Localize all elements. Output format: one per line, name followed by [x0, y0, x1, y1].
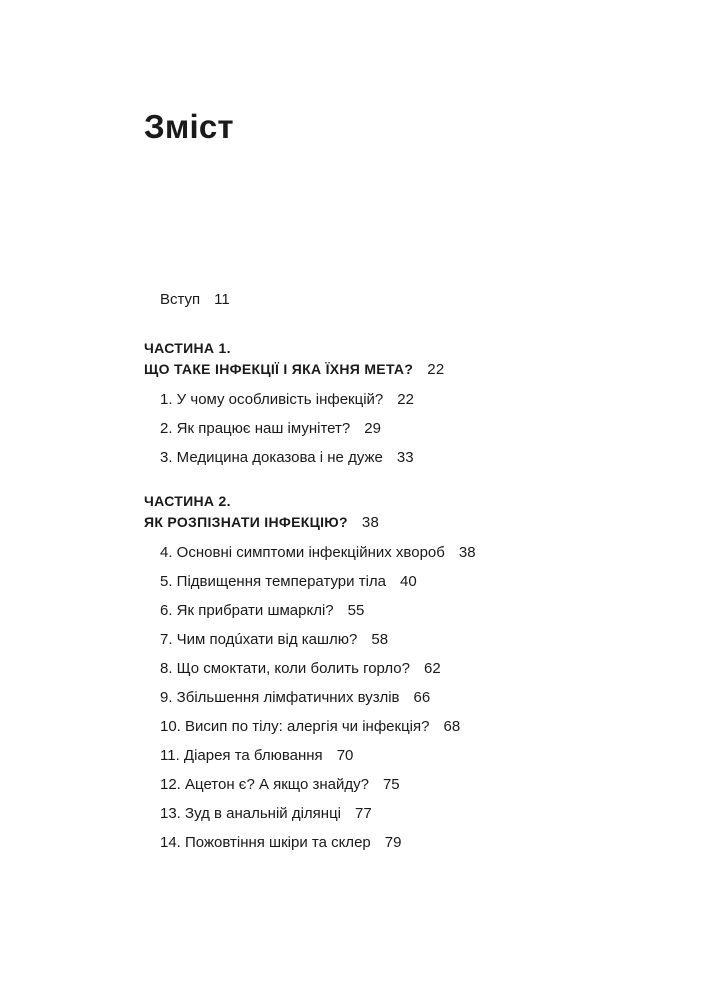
chapter-label: 14. Пожовтіння шкіри та склер: [160, 834, 371, 851]
toc-page-number: 68: [443, 718, 461, 735]
chapter-label: 7. Чим подúхати від кашлю?: [160, 631, 358, 648]
toc-page-number: 70: [336, 747, 354, 764]
toc-chapter-entry: [144, 573, 664, 591]
toc-page-number: 33: [396, 449, 414, 466]
part-heading: [144, 491, 664, 512]
chapter-label: 10. Висип по тілу: алергія чи інфекція?: [160, 718, 430, 735]
toc-entry-intro: [144, 291, 664, 309]
chapter-label: 4. Основні симптоми інфекційних хвороб: [160, 544, 445, 561]
toc-page-number: 66: [413, 689, 431, 706]
chapter-label: 1. У чому особливість інфекцій?: [160, 391, 384, 408]
toc-page-number: 62: [423, 660, 441, 677]
chapter-list: [144, 544, 664, 852]
chapter-list: [144, 391, 664, 467]
toc-chapter-entry: [144, 660, 664, 678]
chapter-label: 3. Медицина доказова і не дуже: [160, 449, 383, 466]
toc-chapter-entry: [144, 449, 664, 467]
toc-chapter-entry: [144, 776, 664, 794]
toc-chapter-entry: [144, 834, 664, 852]
toc-page-number: 75: [382, 776, 400, 793]
chapter-label: 11. Діарея та блювання: [160, 747, 323, 764]
chapter-label: 5. Підвищення температури тіла: [160, 573, 386, 590]
toc-chapter-entry: [144, 805, 664, 823]
toc-page-number: 38: [361, 514, 380, 531]
toc-page-number: 38: [458, 544, 476, 561]
part-title: ЩО ТАКЕ ІНФЕКЦІЇ І ЯКА ЇХНЯ МЕТА?: [144, 361, 414, 377]
toc-page-number: 29: [364, 420, 381, 437]
toc-page-number: 77: [355, 805, 372, 822]
chapter-label: 8. Що смоктати, коли болить горло?: [160, 660, 410, 677]
toc-page-number: 58: [371, 631, 389, 648]
toc-part-2: [144, 491, 664, 852]
toc-chapter-entry: [144, 391, 664, 409]
chapter-label: 6. Як прибрати шмарклі?: [160, 602, 334, 619]
toc-chapter-entry: [144, 718, 664, 736]
toc-page-number: 22: [427, 361, 445, 378]
chapter-label: 12. Ацетон є? А якщо знайду?: [160, 776, 369, 793]
toc-chapter-entry: [144, 602, 664, 620]
part-heading-title: [144, 512, 664, 533]
part-title: ЯК РОЗПІЗНАТИ ІНФЕКЦІЮ?: [144, 514, 348, 530]
toc-chapter-entry: [144, 544, 664, 562]
part-number-label: ЧАСТИНА 1.: [144, 340, 231, 356]
toc-page-number: 79: [384, 834, 402, 851]
table-of-contents: [144, 291, 664, 852]
chapter-label: 9. Збільшення лімфатичних вузлів: [160, 689, 400, 706]
chapter-label: 13. Зуд в анальній ділянці: [160, 805, 342, 822]
toc-page-number: 22: [397, 391, 414, 408]
chapter-label: 2. Як працює наш імунітет?: [160, 420, 351, 437]
page-title: Зміст: [144, 108, 234, 145]
toc-part-1: [144, 338, 664, 467]
toc-chapter-entry: [144, 420, 664, 438]
toc-chapter-entry: [144, 689, 664, 707]
part-heading-title: [144, 359, 664, 380]
toc-chapter-entry: [144, 747, 664, 765]
part-number-label: ЧАСТИНА 2.: [144, 493, 231, 509]
toc-page-number: 40: [400, 573, 417, 590]
toc-page-number: 55: [347, 602, 365, 619]
part-heading: [144, 338, 664, 359]
toc-page-number: 11: [214, 291, 230, 308]
toc-entry-label: Вступ: [160, 291, 201, 308]
toc-chapter-entry: [144, 631, 664, 649]
